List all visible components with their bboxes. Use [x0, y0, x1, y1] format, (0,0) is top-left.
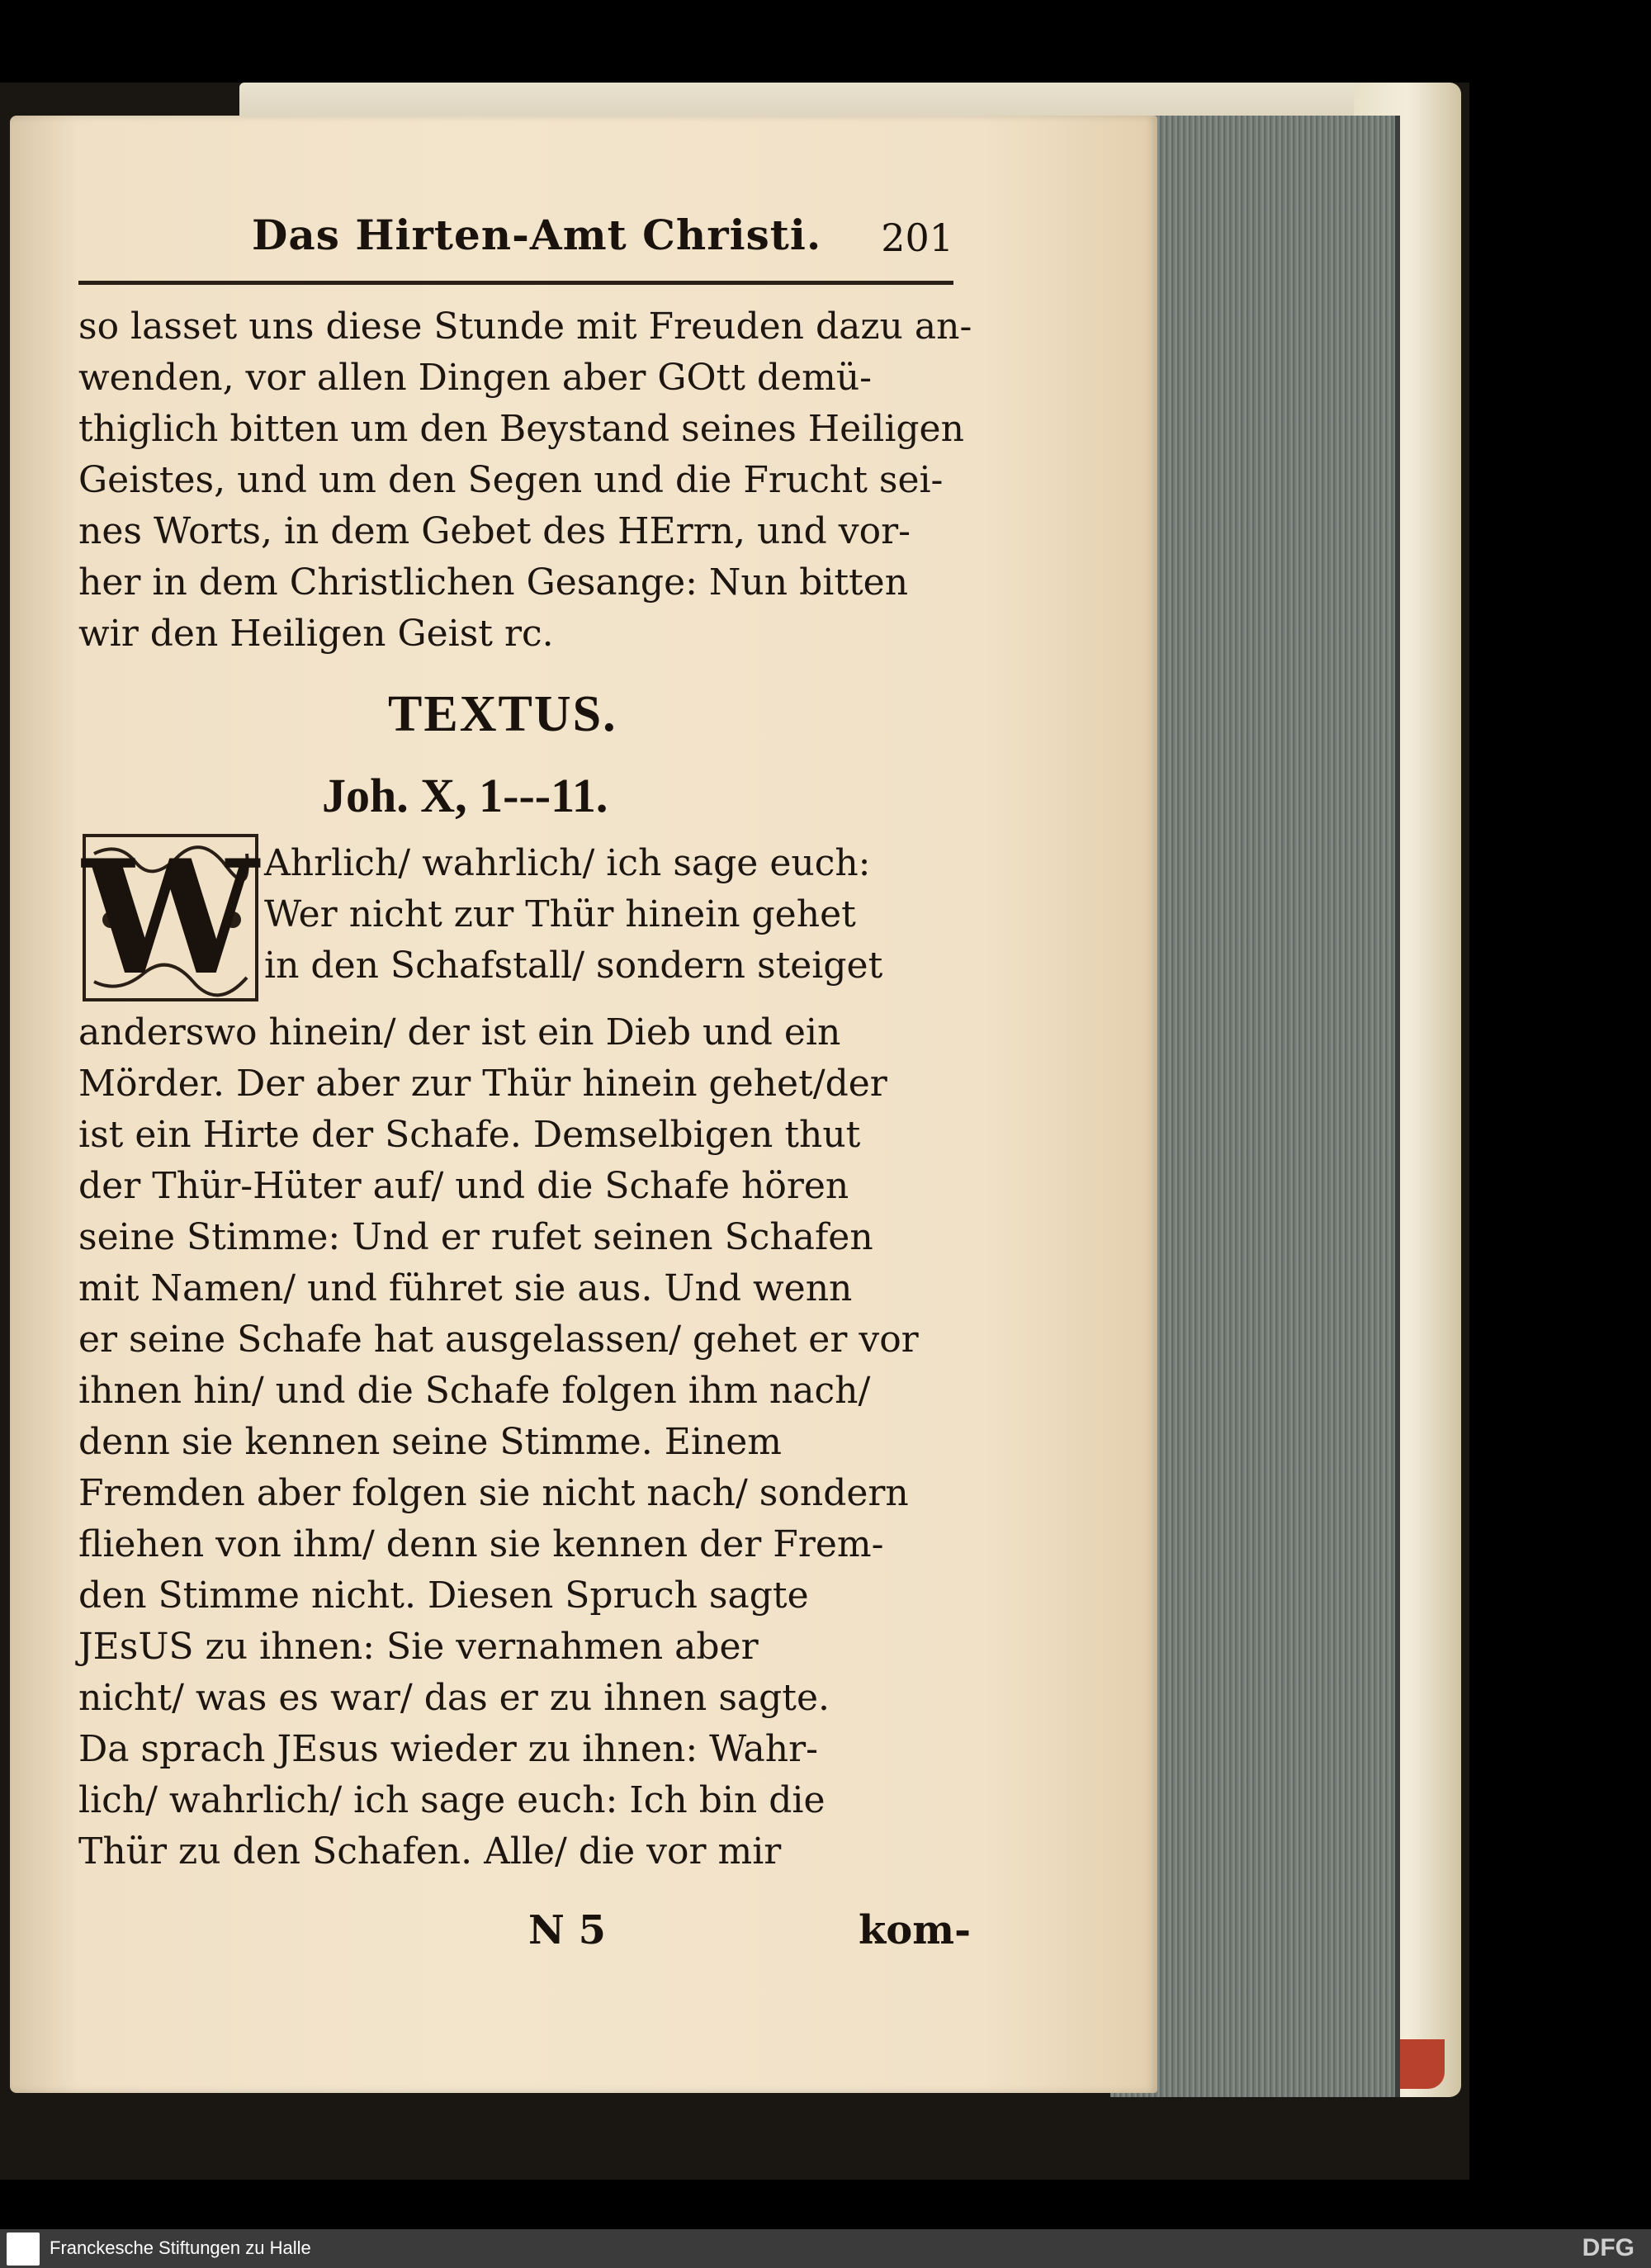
- text-line: fliehen von ihm/ denn sie kennen der Frem-: [78, 1523, 884, 1565]
- scripture-paragraph: [78, 1007, 970, 1877]
- text-line: wir den Heiligen Geist rc.: [78, 613, 554, 655]
- text-line: den Stimme nicht. Diesen Spruch sagte: [78, 1574, 809, 1617]
- text-line: lich/ wahrlich/ ich sage euch: Ich bin die: [78, 1779, 826, 1821]
- institution-name[interactable]: Franckesche Stiftungen zu Halle: [50, 2237, 311, 2258]
- institution-logo-icon: [7, 2232, 40, 2266]
- text-line: Wer nicht zur Thür hinein gehet: [264, 893, 856, 935]
- text-line: Ahrlich/ wahrlich/ ich sage euch:: [264, 842, 871, 884]
- scripture-citation: Joh. X, 1---11.: [322, 769, 608, 822]
- text-line: mit Namen/ und führet sie aus. Und wenn: [78, 1267, 853, 1309]
- running-title: Das Hirten-Amt Christi.: [252, 211, 822, 259]
- text-line: ist ein Hirte der Schafe. Demselbigen thut: [78, 1114, 861, 1156]
- page-header: [78, 211, 970, 268]
- text-line: Thür zu den Schafen. Alle/ die vor mir: [78, 1830, 782, 1873]
- intro-paragraph: [78, 301, 970, 660]
- text-line: Mörder. Der aber zur Thür hinein gehet/der: [78, 1063, 887, 1105]
- dfg-logo[interactable]: DFG: [1582, 2234, 1634, 2261]
- text-line: in den Schafstall/ sondern steiget: [264, 945, 883, 987]
- text-line: denn sie kennen seine Stimme. Einem: [78, 1421, 782, 1463]
- text-line: Da sprach JEsus wieder zu ihnen: Wahr-: [78, 1728, 819, 1770]
- text-line: er seine Schafe hat ausgelassen/ gehet er vor: [78, 1319, 919, 1361]
- text-line: der Thür-Hüter auf/ und die Schafe hören: [78, 1165, 849, 1207]
- text-line: ihnen hin/ und die Schafe folgen ihm nach/: [78, 1370, 871, 1412]
- signature-mark: N 5: [528, 1907, 606, 1953]
- text-line: nicht/ was es war/ das er zu ihnen sagte.: [78, 1677, 830, 1719]
- text-line: thiglich bitten um den Beystand seines Heiligen: [78, 408, 964, 450]
- text-line: so lasset uns diese Stunde mit Freuden dazu an-: [78, 305, 972, 348]
- text-line: seine Stimme: Und er rufet seinen Schafen: [78, 1216, 873, 1258]
- text-line: her in dem Christlichen Gesange: Nun bitten: [78, 561, 909, 604]
- page-number: 201: [881, 215, 953, 260]
- catchword: kom-: [859, 1907, 971, 1953]
- text-line: JEsUS zu ihnen: Sie vernahmen aber: [78, 1626, 759, 1668]
- text-line: Fremden aber folgen sie nicht nach/ sondern: [78, 1472, 909, 1514]
- text-line: nes Worts, in dem Gebet des HErrn, und vor-: [78, 510, 911, 552]
- text-line: wenden, vor allen Dingen aber GOtt demü-: [78, 357, 873, 399]
- header-rule: [78, 281, 953, 285]
- text-line: anderswo hinein/ der ist ein Dieb und ein: [78, 1011, 841, 1054]
- textus-heading: TEXTUS.: [388, 686, 617, 742]
- initial-letter: W: [82, 826, 259, 1010]
- scripture-indented-lines: [264, 838, 970, 992]
- text-line: Geistes, und um den Segen und die Frucht sei-: [78, 459, 944, 501]
- decorated-initial: [82, 826, 259, 1010]
